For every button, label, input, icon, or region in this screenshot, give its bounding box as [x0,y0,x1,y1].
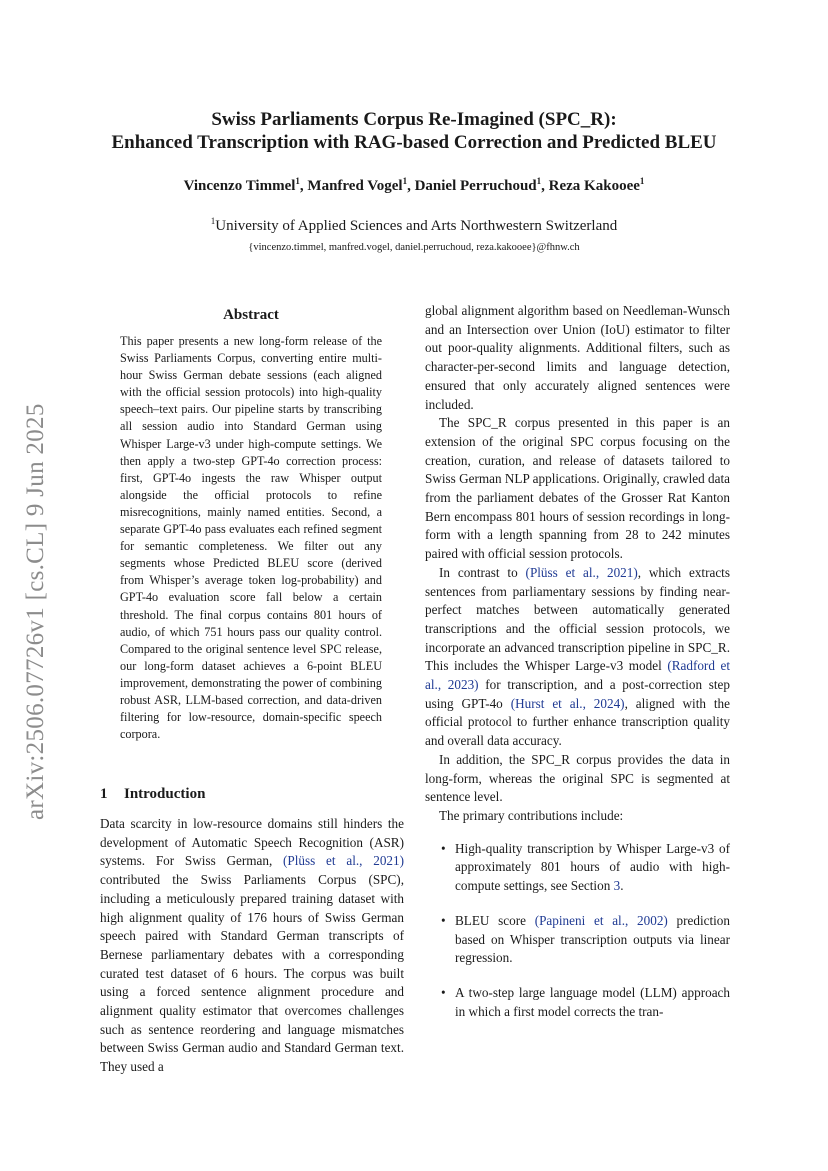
author-affil-mark: 1 [536,176,542,186]
intro-paragraph [100,815,404,1077]
section-title: Introduction [124,786,206,802]
abstract-text: This paper presents a new long-form release of the Swiss Parliaments Corpus, converting entire multi-hour Swiss German debate sessions (each aligned with the official session protocols) into high-quality speech–text pairs. Our pipeline starts by transcribing all session audio into Standard German using Whisper Large-v3 under high-compute settings. We then apply a two-step GPT-4o correction process: first, GPT-4o ingests the raw Whisper output alongside the official protocols to refine misrecognitions, mainly named entities. Second, a separate GPT-4o pass evaluates each refined segment for semantic completeness. We filter out any segments whose Predicted BLEU score (derived from Whisper’s average token log-probability) and GPT-4o evaluation score fall below a certain threshold. The final corpus contains 801 hours of audio, of which 751 hours pass our quality control. Compared to the original sentence level SPC release, our long-form dataset achieves a 6-point BLEU improvement, demonstrating the power of combining robust ASR, LLM-based correction, and data-driven filtering for low-resource, domain-specific speech corpora. [120,334,382,742]
paper-title [0,108,828,154]
right-column [425,302,730,1037]
bullet-icon: • [441,984,446,1000]
paragraph-continued: global alignment algorithm based on Needleman-Wunsch and an Intersection over Union (IoU) estimator to filter out poor-quality alignments. Additional filters, such as character-per-second limits and language detection, ensured that only accurately aligned sentences were included. [425,303,730,412]
citation-link[interactable]: (Hurst et al., 2024) [510,695,625,711]
paragraph-text: In contrast to [439,564,526,580]
author-affil-mark: 1 [295,176,300,186]
author-affil-mark: 1 [402,176,408,186]
contributions-list [425,840,730,1022]
affiliation-text: University of Applied Sciences and Arts Northwestern Switzerland [215,218,618,234]
author-affil-mark: 1 [639,176,645,186]
title-line-2: Enhanced Transcription with RAG-based Correction and Predicted BLEU [111,132,717,153]
arxiv-identifier: arXiv:2506.07726v1 [cs.CL] 9 Jun 2025 [22,403,49,820]
affiliation-mark: 1 [210,216,216,226]
bullet-icon: • [441,840,446,856]
paragraph-longform: In addition, the SPC_R corpus provides the data in long-form, whereas the original SPC is segmented at sentence level. [425,751,730,805]
author-list: Vincenzo Timmel$^1$, Manfred Vogel$^1$, Daniel Perruchoud$^1$, Reza Kakooee$^1$ [183,176,645,194]
paragraph-text: , aligned with the official protocol to further enhance transcription quality and overall data accuracy. [425,695,730,749]
list-item [425,840,730,896]
paragraph-text: , which extracts sentences from parliamentary sessions by finding near-perfect matches between automatically generated transcriptions and the official session protocols, we incorporate an advanced transcription pipeline in SPC_R. This includes the Whisper Large-v3 model [425,564,730,674]
paragraph-contrast [425,564,730,751]
intro-text: Data scarcity in low-resource domains still hinders the development of Automatic Speech Recognition (ASR) systems. For Swiss German, [100,816,404,869]
abstract-heading: Abstract [223,307,279,323]
author-emails: {vincenzo.timmel, manfred.vogel, daniel.perruchoud, reza.kakooee}@fhnw.ch [248,242,580,253]
author-name: Daniel Perruchoud [414,178,537,194]
list-item-text: High-quality transcription by Whisper Large-v3 of approximately 801 hours of audio with high-compute settings, see Section [455,840,730,894]
list-item [425,984,730,1021]
list-item [425,912,730,968]
paragraph-text: for transcription, and a post-correction step using GPT-4o [425,677,730,711]
list-item-text: . [620,878,624,894]
list-item-text: prediction based on Whisper transcription outputs via linear regression. [455,912,730,966]
section-heading-introduction [100,786,404,803]
affiliation [0,218,828,235]
citation-link[interactable]: (Plüss et al., 2021) [525,564,638,580]
citation-link[interactable]: (Plüss et al., 2021) [283,853,404,869]
section-number: 1 [100,786,108,802]
list-item-text: A two-step large language model (LLM) approach in which a first model corrects the tran- [455,984,730,1019]
author-name: Vincenzo Timmel [183,178,296,194]
paragraph-spc-r: The SPC_R corpus presented in this paper is an extension of the original SPC corpus focusing on the creation, curation, and release of datasets tailored to Swiss German NLP applications. Originally, crawled data from the parliament debates of the Grosser Rat Kanton Bern encompass 801 hours of session recordings in long-form with a length spanning from 28 to 242 minutes paired with official session protocols. [425,415,730,562]
bullet-icon: • [441,912,446,928]
author-name: Manfred Vogel [307,178,403,194]
paragraph-contributions-intro: The primary contributions include: [439,807,624,823]
citation-link[interactable]: (Papineni et al., 2002) [534,912,668,928]
intro-text: contributed the Swiss Parliaments Corpus (SPC), including a meticulously prepared training dataset with high alignment quality of 176 hours of Swiss German speech paired with Standard German transcripts of Bernese parliamentary debates with a corresponding curated test dataset of 6 hours. The corpus was built using a forced sentence alignment procedure and alignment quality estimator that overcomes challenges such as sentence reordering and language mismatches between Swiss German audio and Standard German text. They used a [100,872,404,1075]
author-name: Reza Kakooee [548,178,640,194]
citation-link[interactable]: (Radford et al., 2023) [425,658,730,693]
section-reference-link[interactable]: 3 [613,878,621,894]
title-line-1: Swiss Parliaments Corpus Re-Imagined (SPC_R): [211,109,617,130]
list-item-text: BLEU score [455,912,535,928]
